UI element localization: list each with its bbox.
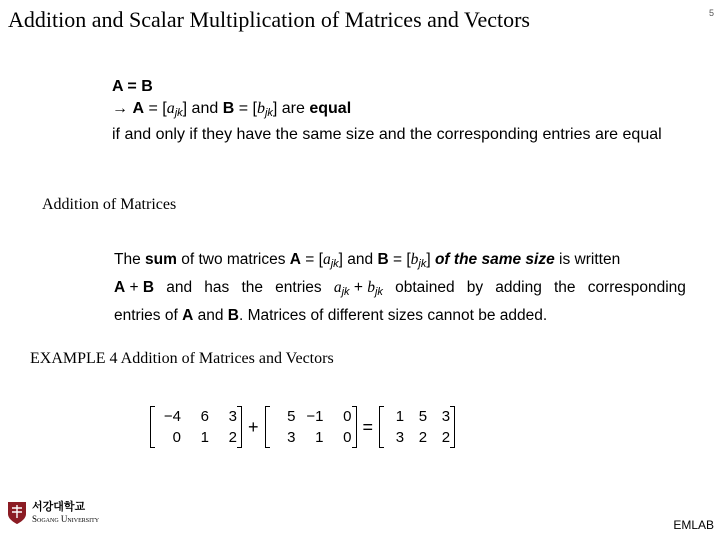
l2-obtained: obtained: [395, 279, 455, 296]
matrix-row: [155, 429, 237, 446]
and-text: ] and: [182, 100, 223, 117]
sum-word-of-two: of two matrices: [181, 251, 286, 268]
matrix-row: [155, 408, 237, 425]
matrix-cell: 1: [315, 429, 324, 446]
matrix-row: [270, 408, 352, 425]
logo-text: [32, 501, 99, 525]
matrix-cell: 2: [228, 429, 237, 446]
sum-matrix-A: A: [289, 251, 301, 268]
equals-bracket-2: = [: [234, 100, 257, 117]
sum-entry-a: a: [322, 251, 331, 268]
equal-keyword: equal: [309, 100, 352, 117]
logo-english: Sogang University: [32, 514, 100, 524]
equality-definition: [112, 76, 662, 146]
matrix-cell: 3: [395, 429, 405, 446]
l2-and: and: [166, 279, 193, 296]
university-logo: [6, 500, 99, 526]
page-number: 5: [708, 8, 714, 18]
matrix-left: [150, 406, 242, 448]
sum-entry-a-subscript: jk: [330, 258, 339, 270]
matrix-row: [384, 429, 450, 446]
entry-b: b: [256, 100, 265, 117]
l2-matrix-A: A: [114, 279, 126, 296]
matrix-row: [270, 429, 352, 446]
sum-close-bracket: ]: [426, 251, 431, 268]
equals-bracket: = [: [144, 100, 167, 117]
matrix-cell: 3: [441, 408, 451, 425]
are-text: ] are: [272, 100, 310, 117]
matrix-cell: 1: [200, 429, 209, 446]
sum-is-written: is written: [559, 251, 621, 268]
plus-sign: +: [248, 416, 259, 437]
matrix-cell: −4: [163, 408, 181, 425]
sum-word-the: The: [114, 251, 141, 268]
l2-the: the: [241, 279, 263, 296]
same-size-phrase: of the same size: [434, 251, 555, 268]
sum-line-2: [114, 276, 686, 304]
l2-entry-b-subscript: jk: [374, 286, 383, 298]
l2-the-2: the: [553, 279, 576, 296]
matrix-B-symbol: B: [222, 100, 235, 117]
matrix-cell: 5: [418, 408, 428, 425]
matrix-cell: 0: [172, 429, 181, 446]
sum-line-1: [114, 248, 686, 276]
l2-by: by: [466, 279, 484, 296]
addition-definition: [114, 248, 686, 327]
equality-explanation: if and only if they have the same size and the corresponding entries are equal: [112, 126, 662, 143]
l2-has: has: [204, 279, 230, 296]
matrix-cell: −1: [306, 408, 324, 425]
l3-entries-of: entries of: [114, 307, 178, 324]
sum-equals-1: = [: [305, 251, 323, 268]
l2-entry-a-subscript: jk: [341, 286, 350, 298]
matrix-result: [379, 406, 455, 448]
sum-keyword: sum: [145, 251, 177, 268]
matrix-cell: 0: [343, 429, 352, 446]
matrix-cell: 6: [200, 408, 209, 425]
matrix-cell: 2: [418, 429, 428, 446]
sum-entry-b: b: [410, 251, 419, 268]
addition-heading: Addition of Matrices: [42, 196, 177, 213]
equality-condition-line: [112, 98, 662, 124]
crest-icon: [6, 500, 28, 526]
matrix-addition-example: [150, 406, 455, 448]
l2-corresponding: corresponding: [587, 279, 686, 296]
matrix-row: [384, 408, 450, 425]
sum-line-3: [114, 304, 686, 327]
sum-and: ] and: [338, 251, 374, 268]
footer-label: EMLAB: [673, 518, 714, 532]
implies-arrow: →: [112, 100, 128, 117]
l3-matrix-A: A: [182, 307, 194, 324]
equals-sign: =: [362, 416, 374, 437]
sum-matrix-B: B: [377, 251, 389, 268]
sum-equals-2: = [: [392, 251, 411, 268]
matrix-cell: 5: [287, 408, 296, 425]
equality-statement: A = B: [112, 78, 153, 95]
entry-a: a: [166, 100, 175, 117]
l2-entries: entries: [275, 279, 322, 296]
l2-adding: adding: [495, 279, 542, 296]
slide-title: Addition and Scalar Multiplication of Matrices and Vectors: [8, 7, 530, 32]
entry-a-subscript: jk: [174, 107, 183, 119]
matrix-cell: 3: [287, 429, 296, 446]
matrix-A-symbol: A: [132, 100, 145, 117]
l2-entry-b: b: [367, 279, 375, 296]
example-heading: EXAMPLE 4 Addition of Matrices and Vectors: [30, 350, 334, 367]
matrix-cell: 3: [228, 408, 237, 425]
matrix-cell: 0: [343, 408, 352, 425]
logo-korean: 서강대학교: [32, 500, 86, 513]
l2-matrix-B: B: [142, 279, 155, 296]
matrix-cell: 2: [441, 429, 451, 446]
matrix-right: [265, 406, 357, 448]
l3-matrix-B: B: [227, 307, 239, 324]
l2-plus: +: [129, 279, 139, 296]
entry-b-subscript: jk: [264, 107, 273, 119]
matrix-cell: 1: [395, 408, 405, 425]
l2-entry-a: a: [333, 279, 342, 296]
l3-rest: . Matrices of different sizes cannot be added.: [238, 307, 548, 324]
l3-and: and: [197, 307, 224, 324]
sum-entry-b-subscript: jk: [418, 258, 427, 270]
l2-plus-2: +: [353, 279, 363, 296]
